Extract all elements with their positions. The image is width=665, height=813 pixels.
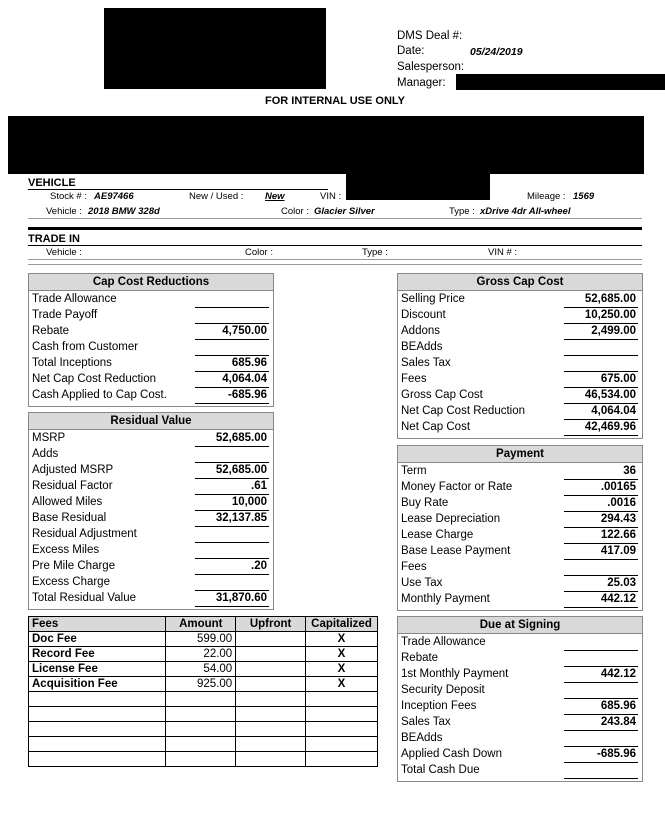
fees-table-row [29, 737, 378, 752]
payment-row-label: Buy Rate [401, 497, 449, 509]
payment-row-value: .00165 [600, 481, 636, 493]
payment-row-value: 417.09 [600, 545, 636, 557]
payment-row-value: 122.66 [600, 529, 636, 541]
cap-cost-reductions-row [29, 308, 273, 324]
fee-name-cell: License Fee [29, 662, 166, 677]
fee-amount-cell [166, 692, 236, 707]
fee-capitalized-cell [306, 692, 378, 707]
dms-deal-label: DMS Deal #: [397, 30, 463, 42]
date-label: Date: [397, 45, 425, 57]
cap-cost-reductions-row-label: Total Inceptions [32, 357, 112, 369]
gross-cap-cost-row [398, 324, 642, 340]
gross-cap-cost-row-label: Discount [401, 309, 446, 321]
fees-table-row [29, 632, 378, 647]
trade-type-label: Type : [362, 247, 388, 258]
payment-row [398, 544, 642, 560]
gross-cap-cost-row [398, 388, 642, 404]
trade-in-underline [28, 259, 642, 260]
due-at-signing-row [398, 635, 642, 651]
due-at-signing-row [398, 763, 642, 779]
vehicle-section-title: VEHICLE [28, 177, 76, 189]
due-at-signing-row [398, 651, 642, 667]
gross-cap-cost-row-label: Selling Price [401, 293, 465, 305]
new-used-value: New [265, 191, 285, 202]
fee-name-cell: Acquisition Fee [29, 677, 166, 692]
residual-value-row-label: MSRP [32, 432, 66, 444]
due-at-signing-row-value: 243.84 [600, 716, 636, 728]
fee-name-cell [29, 752, 166, 767]
gross-cap-cost-row-value: 42,469.96 [584, 421, 636, 433]
residual-value-row [29, 527, 273, 543]
gross-cap-cost-row [398, 292, 642, 308]
fee-amount-cell [166, 752, 236, 767]
mileage-label: Mileage : [527, 191, 566, 202]
residual-value-row-value: 52,685.00 [215, 432, 267, 444]
payment-row-label: Monthly Payment [401, 593, 490, 605]
fees-table-row [29, 692, 378, 707]
fee-upfront-cell [236, 737, 306, 752]
residual-value-row-value: .61 [251, 480, 267, 492]
gross-cap-cost-row-value: 52,685.00 [584, 293, 636, 305]
fee-amount-cell: 22.00 [166, 647, 236, 662]
gross-cap-cost-row-value: 10,250.00 [584, 309, 636, 321]
gross-cap-cost-row-underline [564, 435, 638, 436]
due-at-signing-row [398, 747, 642, 763]
vehicle-underline-1 [28, 218, 642, 219]
fee-upfront-cell [236, 677, 306, 692]
fee-upfront-cell [236, 722, 306, 737]
mileage-value: 1569 [573, 191, 595, 202]
due-at-signing-row [398, 699, 642, 715]
residual-value-row [29, 463, 273, 479]
residual-value-row-value: 10,000 [231, 496, 267, 508]
payment-row-value: .0016 [607, 497, 636, 509]
fee-capitalized-cell: X [306, 632, 378, 647]
cap-cost-reductions-row-label: Cash Applied to Cap Cost. [32, 389, 167, 401]
payment-row [398, 576, 642, 592]
residual-value-row-value: 52,685.00 [215, 464, 267, 476]
residual-value-row [29, 447, 273, 463]
cap-cost-reductions-row [29, 356, 273, 372]
residual-value-row-label: Residual Factor [32, 480, 113, 492]
residual-value-row [29, 575, 273, 591]
residual-value-row-value: 31,870.60 [215, 592, 267, 604]
redacted-vin [346, 174, 490, 200]
trade-vehicle-label: Vehicle : [46, 247, 82, 258]
gross-cap-cost-row [398, 356, 642, 372]
fee-upfront-cell [236, 632, 306, 647]
payment-row-label: Money Factor or Rate [401, 481, 513, 493]
fee-capitalized-cell [306, 707, 378, 722]
payment-row-label: Lease Charge [401, 529, 474, 541]
payment-row-label: Term [401, 465, 427, 477]
trade-vin-label: VIN # : [488, 247, 518, 258]
payment-row [398, 592, 642, 608]
due-at-signing-row-label: BEAdds [401, 732, 443, 744]
trade-in-top-rule [28, 227, 642, 230]
new-used-label: New / Used : [189, 191, 244, 202]
payment-row-value: 25.03 [607, 577, 636, 589]
residual-value-row-value: .20 [251, 560, 267, 572]
due-at-signing-row-underline [564, 778, 638, 779]
due-at-signing-row-label: Sales Tax [401, 716, 451, 728]
fee-upfront-cell [236, 662, 306, 677]
gross-cap-cost-row-label: Fees [401, 373, 427, 385]
payment-row-value: 442.12 [600, 593, 636, 605]
payment-row [398, 464, 642, 480]
fees-table [28, 616, 378, 767]
payment-row-value: 36 [623, 465, 636, 477]
fees-header-upfront: Upfront [236, 617, 306, 632]
cap-cost-reductions-row-label: Trade Payoff [32, 309, 98, 321]
cap-cost-reductions-row-value: -685.96 [227, 389, 267, 401]
salesperson-label: Salesperson: [397, 61, 465, 73]
fees-header-capitalized: Capitalized [306, 617, 378, 632]
fee-name-cell [29, 737, 166, 752]
gross-cap-cost-row [398, 404, 642, 420]
manager-label: Manager: [397, 77, 446, 89]
due-at-signing-panel [397, 616, 643, 782]
vehicle-rule [28, 189, 328, 190]
residual-value-row-label: Adjusted MSRP [32, 464, 114, 476]
due-at-signing-row-label: Security Deposit [401, 684, 485, 696]
residual-value-row-label: Pre Mile Charge [32, 560, 116, 572]
due-at-signing-row [398, 683, 642, 699]
fee-name-cell: Doc Fee [29, 632, 166, 647]
fee-capitalized-cell [306, 752, 378, 767]
redacted-customer-block [8, 116, 644, 174]
due-at-signing-row-label: Applied Cash Down [401, 748, 503, 760]
payment-row-underline [564, 607, 638, 608]
cap-cost-reductions-row-underline [195, 403, 269, 404]
gross-cap-cost-row-label: Net Cap Cost [401, 421, 471, 433]
trade-in-bottom-rule [28, 264, 642, 265]
type-label: Type : [449, 206, 475, 217]
fee-upfront-cell [236, 692, 306, 707]
due-at-signing-row [398, 667, 642, 683]
vin-label: VIN : [320, 191, 342, 202]
due-at-signing-row-label: Trade Allowance [401, 636, 486, 648]
fee-upfront-cell [236, 752, 306, 767]
gross-cap-cost-row [398, 340, 642, 356]
residual-value-row-label: Residual Adjustment [32, 528, 137, 540]
cap-cost-reductions-row-value: 4,064.04 [222, 373, 267, 385]
residual-value-row [29, 543, 273, 559]
trade-color-label: Color : [245, 247, 273, 258]
payment-row [398, 528, 642, 544]
internal-use-notice: FOR INTERNAL USE ONLY [265, 95, 405, 107]
residual-value-row-label: Allowed Miles [32, 496, 103, 508]
payment-row-value: 294.43 [600, 513, 636, 525]
trade-in-rule [28, 245, 642, 246]
residual-value-panel [28, 412, 274, 610]
due-at-signing-title: Due at Signing [398, 617, 642, 634]
residual-value-title: Residual Value [29, 413, 273, 430]
cap-cost-reductions-row [29, 324, 273, 340]
fees-header-row [29, 617, 378, 632]
color-value: Glacier Silver [314, 206, 375, 217]
cap-cost-reductions-panel [28, 273, 274, 407]
gross-cap-cost-row-label: Gross Cap Cost [401, 389, 483, 401]
due-at-signing-row-label: Inception Fees [401, 700, 477, 712]
fees-table-row [29, 707, 378, 722]
gross-cap-cost-row-value: 46,534.00 [584, 389, 636, 401]
fee-name-cell [29, 692, 166, 707]
fee-capitalized-cell: X [306, 662, 378, 677]
residual-value-row [29, 511, 273, 527]
cap-cost-reductions-row [29, 292, 273, 308]
residual-value-row [29, 495, 273, 511]
type-value: xDrive 4dr All-wheel [480, 206, 571, 217]
residual-value-row-value: 32,137.85 [215, 512, 267, 524]
fee-amount-cell [166, 707, 236, 722]
due-at-signing-row [398, 715, 642, 731]
stock-label: Stock # : [50, 191, 87, 202]
fee-name-cell [29, 707, 166, 722]
cap-cost-reductions-row-label: Cash from Customer [32, 341, 139, 353]
payment-panel [397, 445, 643, 611]
fee-amount-cell: 925.00 [166, 677, 236, 692]
fee-amount-cell: 599.00 [166, 632, 236, 647]
residual-value-row-label: Base Residual [32, 512, 107, 524]
color-label: Color : [281, 206, 309, 217]
fees-header-fees: Fees [29, 617, 166, 632]
residual-value-row-underline [195, 606, 269, 607]
residual-value-row-label: Excess Charge [32, 576, 110, 588]
residual-value-row [29, 431, 273, 447]
due-at-signing-row-value: 685.96 [600, 700, 636, 712]
fee-name-cell [29, 722, 166, 737]
gross-cap-cost-row-value: 675.00 [600, 373, 636, 385]
fees-header-amount: Amount [166, 617, 236, 632]
fee-upfront-cell [236, 707, 306, 722]
cap-cost-reductions-row [29, 340, 273, 356]
cap-cost-reductions-row-label: Rebate [32, 325, 70, 337]
fees-table-row [29, 647, 378, 662]
gross-cap-cost-row-label: Net Cap Cost Reduction [401, 405, 526, 417]
fee-amount-cell [166, 737, 236, 752]
fees-table-row [29, 662, 378, 677]
gross-cap-cost-row-value: 2,499.00 [591, 325, 636, 337]
payment-row-label: Base Lease Payment [401, 545, 511, 557]
fee-capitalized-cell: X [306, 677, 378, 692]
fee-capitalized-cell [306, 737, 378, 752]
residual-value-row [29, 591, 273, 607]
due-at-signing-row-value: 442.12 [600, 668, 636, 680]
residual-value-row-label: Excess Miles [32, 544, 100, 556]
payment-row [398, 560, 642, 576]
due-at-signing-row-value: -685.96 [596, 748, 636, 760]
gross-cap-cost-row-label: Addons [401, 325, 441, 337]
gross-cap-cost-row [398, 420, 642, 436]
gross-cap-cost-panel [397, 273, 643, 439]
gross-cap-cost-row-label: Sales Tax [401, 357, 451, 369]
gross-cap-cost-row [398, 308, 642, 324]
due-at-signing-row [398, 731, 642, 747]
payment-row [398, 512, 642, 528]
gross-cap-cost-row [398, 372, 642, 388]
due-at-signing-row-label: Total Cash Due [401, 764, 480, 776]
cap-cost-reductions-row-label: Trade Allowance [32, 293, 117, 305]
fee-upfront-cell [236, 647, 306, 662]
payment-row-label: Fees [401, 561, 427, 573]
stock-value: AE97466 [94, 191, 134, 202]
cap-cost-reductions-title: Cap Cost Reductions [29, 274, 273, 291]
residual-value-row-label: Adds [32, 448, 59, 460]
cap-cost-reductions-row [29, 388, 273, 404]
gross-cap-cost-row-value: 4,064.04 [591, 405, 636, 417]
due-at-signing-row-label: 1st Monthly Payment [401, 668, 509, 680]
fees-table-row [29, 752, 378, 767]
vehicle-value: 2018 BMW 328d [88, 206, 160, 217]
fee-amount-cell [166, 722, 236, 737]
vehicle-label: Vehicle : [46, 206, 82, 217]
redacted-manager-name [456, 74, 665, 90]
payment-title: Payment [398, 446, 642, 463]
cap-cost-reductions-row-value: 685.96 [231, 357, 267, 369]
payment-row [398, 480, 642, 496]
fee-name-cell: Record Fee [29, 647, 166, 662]
date-value: 05/24/2019 [470, 46, 523, 58]
fee-capitalized-cell: X [306, 647, 378, 662]
due-at-signing-row-label: Rebate [401, 652, 439, 664]
fees-table-row [29, 677, 378, 692]
fees-table-row [29, 722, 378, 737]
fee-amount-cell: 54.00 [166, 662, 236, 677]
fee-capitalized-cell [306, 722, 378, 737]
residual-value-row-label: Total Residual Value [32, 592, 136, 604]
cap-cost-reductions-row [29, 372, 273, 388]
payment-row-label: Use Tax [401, 577, 443, 589]
gross-cap-cost-title: Gross Cap Cost [398, 274, 642, 291]
payment-row [398, 496, 642, 512]
payment-row-label: Lease Depreciation [401, 513, 501, 525]
cap-cost-reductions-row-value: 4,750.00 [222, 325, 267, 337]
residual-value-row [29, 479, 273, 495]
residual-value-row [29, 559, 273, 575]
gross-cap-cost-row-label: BEAdds [401, 341, 443, 353]
cap-cost-reductions-row-label: Net Cap Cost Reduction [32, 373, 157, 385]
redacted-dealer-logo [104, 8, 326, 89]
trade-in-section-title: TRADE IN [28, 233, 80, 245]
